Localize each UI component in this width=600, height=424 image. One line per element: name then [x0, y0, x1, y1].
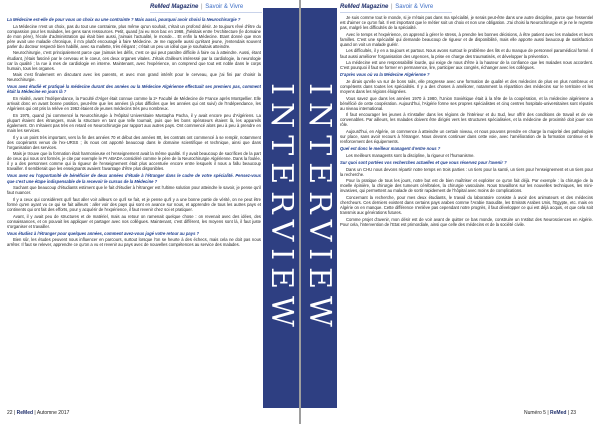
interview-question: La Médecine est-elle de pour vous un choix ou une contrainte ? Mais aussi, pourquoi avoir choisi la Neurochirurgie ?	[7, 17, 241, 22]
right-running-head	[340, 4, 433, 10]
body-paragraph: Il faut encourager les jeunes à s'installer dans les régions de l'intérieur et du Sud, leur offrir des conditions de travail et de vie convenables. Par ailleurs, les malades doivent être dirigés vers les structures spécialisées, et la médecine de proximité doit jouer son rôle.	[340, 112, 593, 128]
right-footer-issue: Numéro 5	[524, 410, 546, 416]
body-paragraph: Mais je trouve que la formation était harmonieuse et l'enseignement avait la même qualité. Il y avait beaucoup de sacrifices de la part de ceux qui nous ont formés, je cite par exemple le Pr ABADA considéré comme le père de la Neurochirurgie Algérienne. Dans la foulée, il y a des personnes comme qui la rigueur de l'enseignement était plus accentuée encore entre lesquels il nous a fallu beaucoup travailler. Il semblerait que les enseignants avaient l'avantage d'être plus disponibles.	[7, 151, 261, 172]
body-paragraph: La médecine est une responsabilité lourde, qui exige de nous d'être à la hauteur de la confiance que les malades nous accordent. C'est pourquoi il faut se former en permanence, lire, participer aux congrès, échanger avec les collègues.	[340, 60, 593, 71]
right-page	[301, 0, 600, 424]
left-header-rule	[150, 12, 262, 13]
body-paragraph: Je suis comme tout le monde, si je n'étais pas dans ma spécialité, je serais peut-être dans une autre discipline, parce que l'essentiel est d'aimer ce qu'on fait. Il est important que le métier soit un choix et non une obligation. J'ai choisi la Neurochirurgie et je ne le regrette pas, malgré les difficultés de la spécialité.	[340, 15, 593, 31]
right-interview-banner	[301, 8, 337, 408]
running-head-section: Savoir & Vivre	[395, 4, 434, 10]
interview-question: D'après vous où va la Médecine Algérienne ?	[340, 72, 430, 78]
body-paragraph: Avant, il y avait peu de structures et de matériel, mais au retour on ramenait quelque chose : on revenait avec des idées, des connaissances, et on pouvait les appliquer et partager avec nos collègues. Maintenant, c'est différent, les moyens sont là, il faut juste s'organiser et travailler.	[7, 213, 261, 229]
running-head-separator: |	[391, 4, 393, 10]
interview-question: Quel est donc le meilleur managent d'entre nous ?	[340, 146, 441, 152]
body-paragraph: Sachant que beaucoup d'étudiants estiment que le fait d'étudier à l'étranger est l'ultime solution pour atteindre le savoir, je pense qu'il faut nuancer.	[7, 185, 261, 196]
interview-question: Vous avez eu l'opportunité de bénéficier de deux années d'étude à l'étranger dans le cadre de votre spécialité. Pensez-vous que c'est une étape indispensable de la recevoir le cursus de la Médecine ?	[7, 173, 261, 184]
body-paragraph: Aujourd'hui, en Algérie, on commence à atteindre un certain niveau, et nous pouvons prendre en charge la majorité des pathologies sur place, sans avoir recours à l'étranger. Nous devons continuer dans cette voie, avec l'amélioration de la formation continue et le renforcement des équipements.	[340, 129, 593, 145]
body-paragraph: Avec le temps et l'expérience, on apprend à gérer le stress, à prendre les bonnes décisions, à être patient avec les malades et leurs familles. C'est une spécialité qui demande beaucoup de rigueur et de disponibilité, mais elle apporte aussi beaucoup de satisfaction quand on voit un malade guérir.	[340, 31, 593, 47]
right-page-number: 23	[570, 410, 577, 416]
body-paragraph: Il y a un point très important, vers la fin des années 70 et début des années 80, les contrats ont commencé à se remplir, notamment des coopérants venus de l'ex-URSS ; ils nous ont apporté beaucoup dans le domaine scientifique et technique, ainsi que dans l'organisation des services.	[7, 134, 261, 150]
right-interview-title: INTERVIEW	[301, 82, 337, 334]
right-article-column	[340, 15, 593, 406]
left-page-number: 22	[7, 410, 13, 416]
body-paragraph: Neurochirurgie, c'est principalement parce que j'aimais les défis, c'est ce qui peut paraître difficile à faire ou à atteindre. Aussi, étant étudiant, j'étais fasciné par le cerveau et le coeur, ces deux organes vitales. J'étais d'ailleurs intéressé par la cardiologie, la neurologie car la qualité ; la rue à mes de cardiologie en interne. Maintenant, avec l'expérience, on comprend que tout est noble dans le corps humain, tous les organes.	[7, 50, 261, 71]
left-page	[0, 0, 299, 424]
body-paragraph: Comme projet d'avenir, mon désir est de voir avant de quitter ce bas monde, construire un Institut des Neurosciences en Algérie. Pour cela, l'intervention de l'Etat est primordiale, ainsi que celle des médecins et de la société civile.	[340, 216, 593, 227]
left-article-column	[7, 15, 261, 406]
body-paragraph: Bien sûr, les études peuvent nous influencer en parcours, surtout lorsque l'on se heurte à des échecs, mais cela ne doit pas nous arrêter. Il faut se relever, apprendre ce qu'on a vu et revenir au pays avec de nouvelles compétences au service des malades.	[7, 237, 261, 248]
running-head-brand: ReMed Magazine	[340, 4, 389, 10]
body-paragraph: Pour la pratique de tous les jours, notre but est de bien maîtriser et exploiter ce qu'on fait déjà. Par exemple : la chirurgie de la moelle épinière, la chirurgie des tumeurs cérébrales, la chirurgie vasculaire. Nous travaillons sur les nouvelles techniques, les mini-invasives, qui permettent au malade de sortir rapidement de l'hôpital avec moins de complications.	[340, 178, 593, 194]
left-interview-banner	[263, 8, 299, 408]
interview-question: Sur quoi sont portées vos recherches actuelles et que vous réservez pour l'avenir ?	[340, 159, 507, 165]
right-footer: Numéro 5 | ReMed | 23	[524, 410, 577, 416]
interview-question: Vous étudiez à l'étranger pour quelques années, comment avez-vous jugé votre retour au pays ?	[7, 230, 200, 236]
body-paragraph: En réalité, avant l'Indépendance, la Faculté d'Alger était connue comme la 2ᵉ Faculté de Médecine de France après Montpellier. Elle arrivait donc en avant bonne position, peut-être que les années (à plus difficiles que les années qui ont suivi) de l'Indépendance, les Algériens qui ont pris la relève en 1962 étaient de jeunes médecins très peu nombreux.	[7, 96, 261, 112]
running-head-separator: |	[201, 4, 203, 10]
body-paragraph: La Médecine n'est un choix, pas du tout une contrainte, plus même qu'un souhait, c'était un profond désir. Je toujours rêvé d'être du compassion pour les malades, les gens sans ressources. Petit, quand j'ai eu mon bac en 1968, j'hésitais entre l'Architecture (le domaine de mon père), l'école d'administration qui était bien aussi, j'aimais l'actualité, le monde… Et enfin la Médecine. Etant donné que mon père avait une maladie chronique, il m'a plutôt encouragé à faire Médecine. Je me rappelle aussi qu'étant jeune, j'entendais souvent parler du docteur respecté bien habillé, avec sa mallette, très élégant ; c'était un peu un idéal que je souhaitais atteindre.	[7, 23, 261, 49]
interview-question: Vous avez étudié et pratiqué la médecine durant des années ou la Médecine Algérienne effectuait ses premiers pas, comment était la Médecine en jours là ?	[7, 84, 261, 95]
left-footer-issue: Automne 2017	[36, 410, 70, 416]
body-paragraph: Je dirais qu'elle va sur de bons rails, elle progresse avec une formation de qualité et des médecins de plus en plus nombreux et compétents dans toutes les spécialités. Il y a des choses à améliorer, notamment la répartition des médecins sur le territoire et les moyens dans les régions éloignées.	[340, 78, 593, 94]
body-paragraph: Les difficultés, il y en a toujours et partout. Nous avons surtout le problème des lits et du manque de personnel paramédical formé. Il faut aussi améliorer l'organisation des urgences, la prise en charge des traumatisés, et développer la prévention.	[340, 48, 593, 59]
left-interview-title: INTERVIEW	[263, 82, 299, 334]
body-paragraph: En 1975, quand j'ai commencé la Neurochirurgie à l'Hôpital Universitaire Mustapha Pacha, il y avait encore peu d'Algériens. La plupart étaient des étrangers, mais la structure en tant que telle tournait, puis que les bons opérateurs étaient là, les appareils également. On n'étaient pas très en retard en Neurochirurgie par rapport aux autres pays. Ont commencé alors peu à peu à prendre en main les services.	[7, 112, 261, 133]
left-footer-brand: ReMed	[16, 410, 34, 416]
right-header-rule	[340, 12, 452, 13]
body-paragraph: Dans un CHU nous devons répartir notre temps en trois parties : un tiers pour la santé, un tiers pour l'enseignement et un tiers pour la recherche.	[340, 166, 593, 177]
body-paragraph: Il y a ceux qui considèrent qu'il faut aller voir ailleurs ce qu'il se fait, et je pense qu'il y a une bonne partie de vérité, on ne peut être formé qu'en ayant vu ce qui se fait ailleurs : aller voir des pays qui sont en avance sur nous, et apprendre de tous les autres pays et continents qui ont fait des efforts, pour y acquérir de l'expérience, il faut revenir chez soi et pratiquer.	[7, 196, 261, 212]
body-paragraph: Mais c'est finalement en discutant avec les parents, et avec mon grand intérêt pour le cerveau, que j'ai fini par choisir la Neurochirurgie.	[7, 72, 261, 83]
body-paragraph: Les meilleurs managents sont la discipline, la rigueur et l'humanisme.	[346, 152, 475, 158]
running-head-brand: ReMed Magazine	[150, 4, 199, 10]
left-running-head	[150, 4, 243, 10]
body-paragraph: Concernant la recherche, pour mes deux étudiants, le travail du laboratoire consiste à avoir des animateurs et des médecins chercheurs. Ces derniers existent dans certains pays arabes comme l'Arabie Saoudite, les Emirats Arabes Unis, l'Egypte, etc. mais en Algérie on en manque. Cette différence n'enlève pas cependant notre progrès, il faut développer ce qui est déjà acquis, et que cela soit transmis aux générations futures.	[340, 194, 593, 216]
left-footer: 22 | ReMed | Automne 2017	[7, 410, 70, 416]
body-paragraph: Vous savez que dans les années 1970 à 1980, l'Union Soviétique était à la tête de la coopération, et la médecine algérienne a bénéficié de cette coopération. Aujourd'hui, l'Algérie forme ses propres spécialistes et cinq centres hospitalo-universitaires sont réputés au niveau international.	[340, 95, 593, 111]
running-head-section: Savoir & Vivre	[205, 4, 244, 10]
right-footer-brand: ReMed	[550, 410, 567, 416]
